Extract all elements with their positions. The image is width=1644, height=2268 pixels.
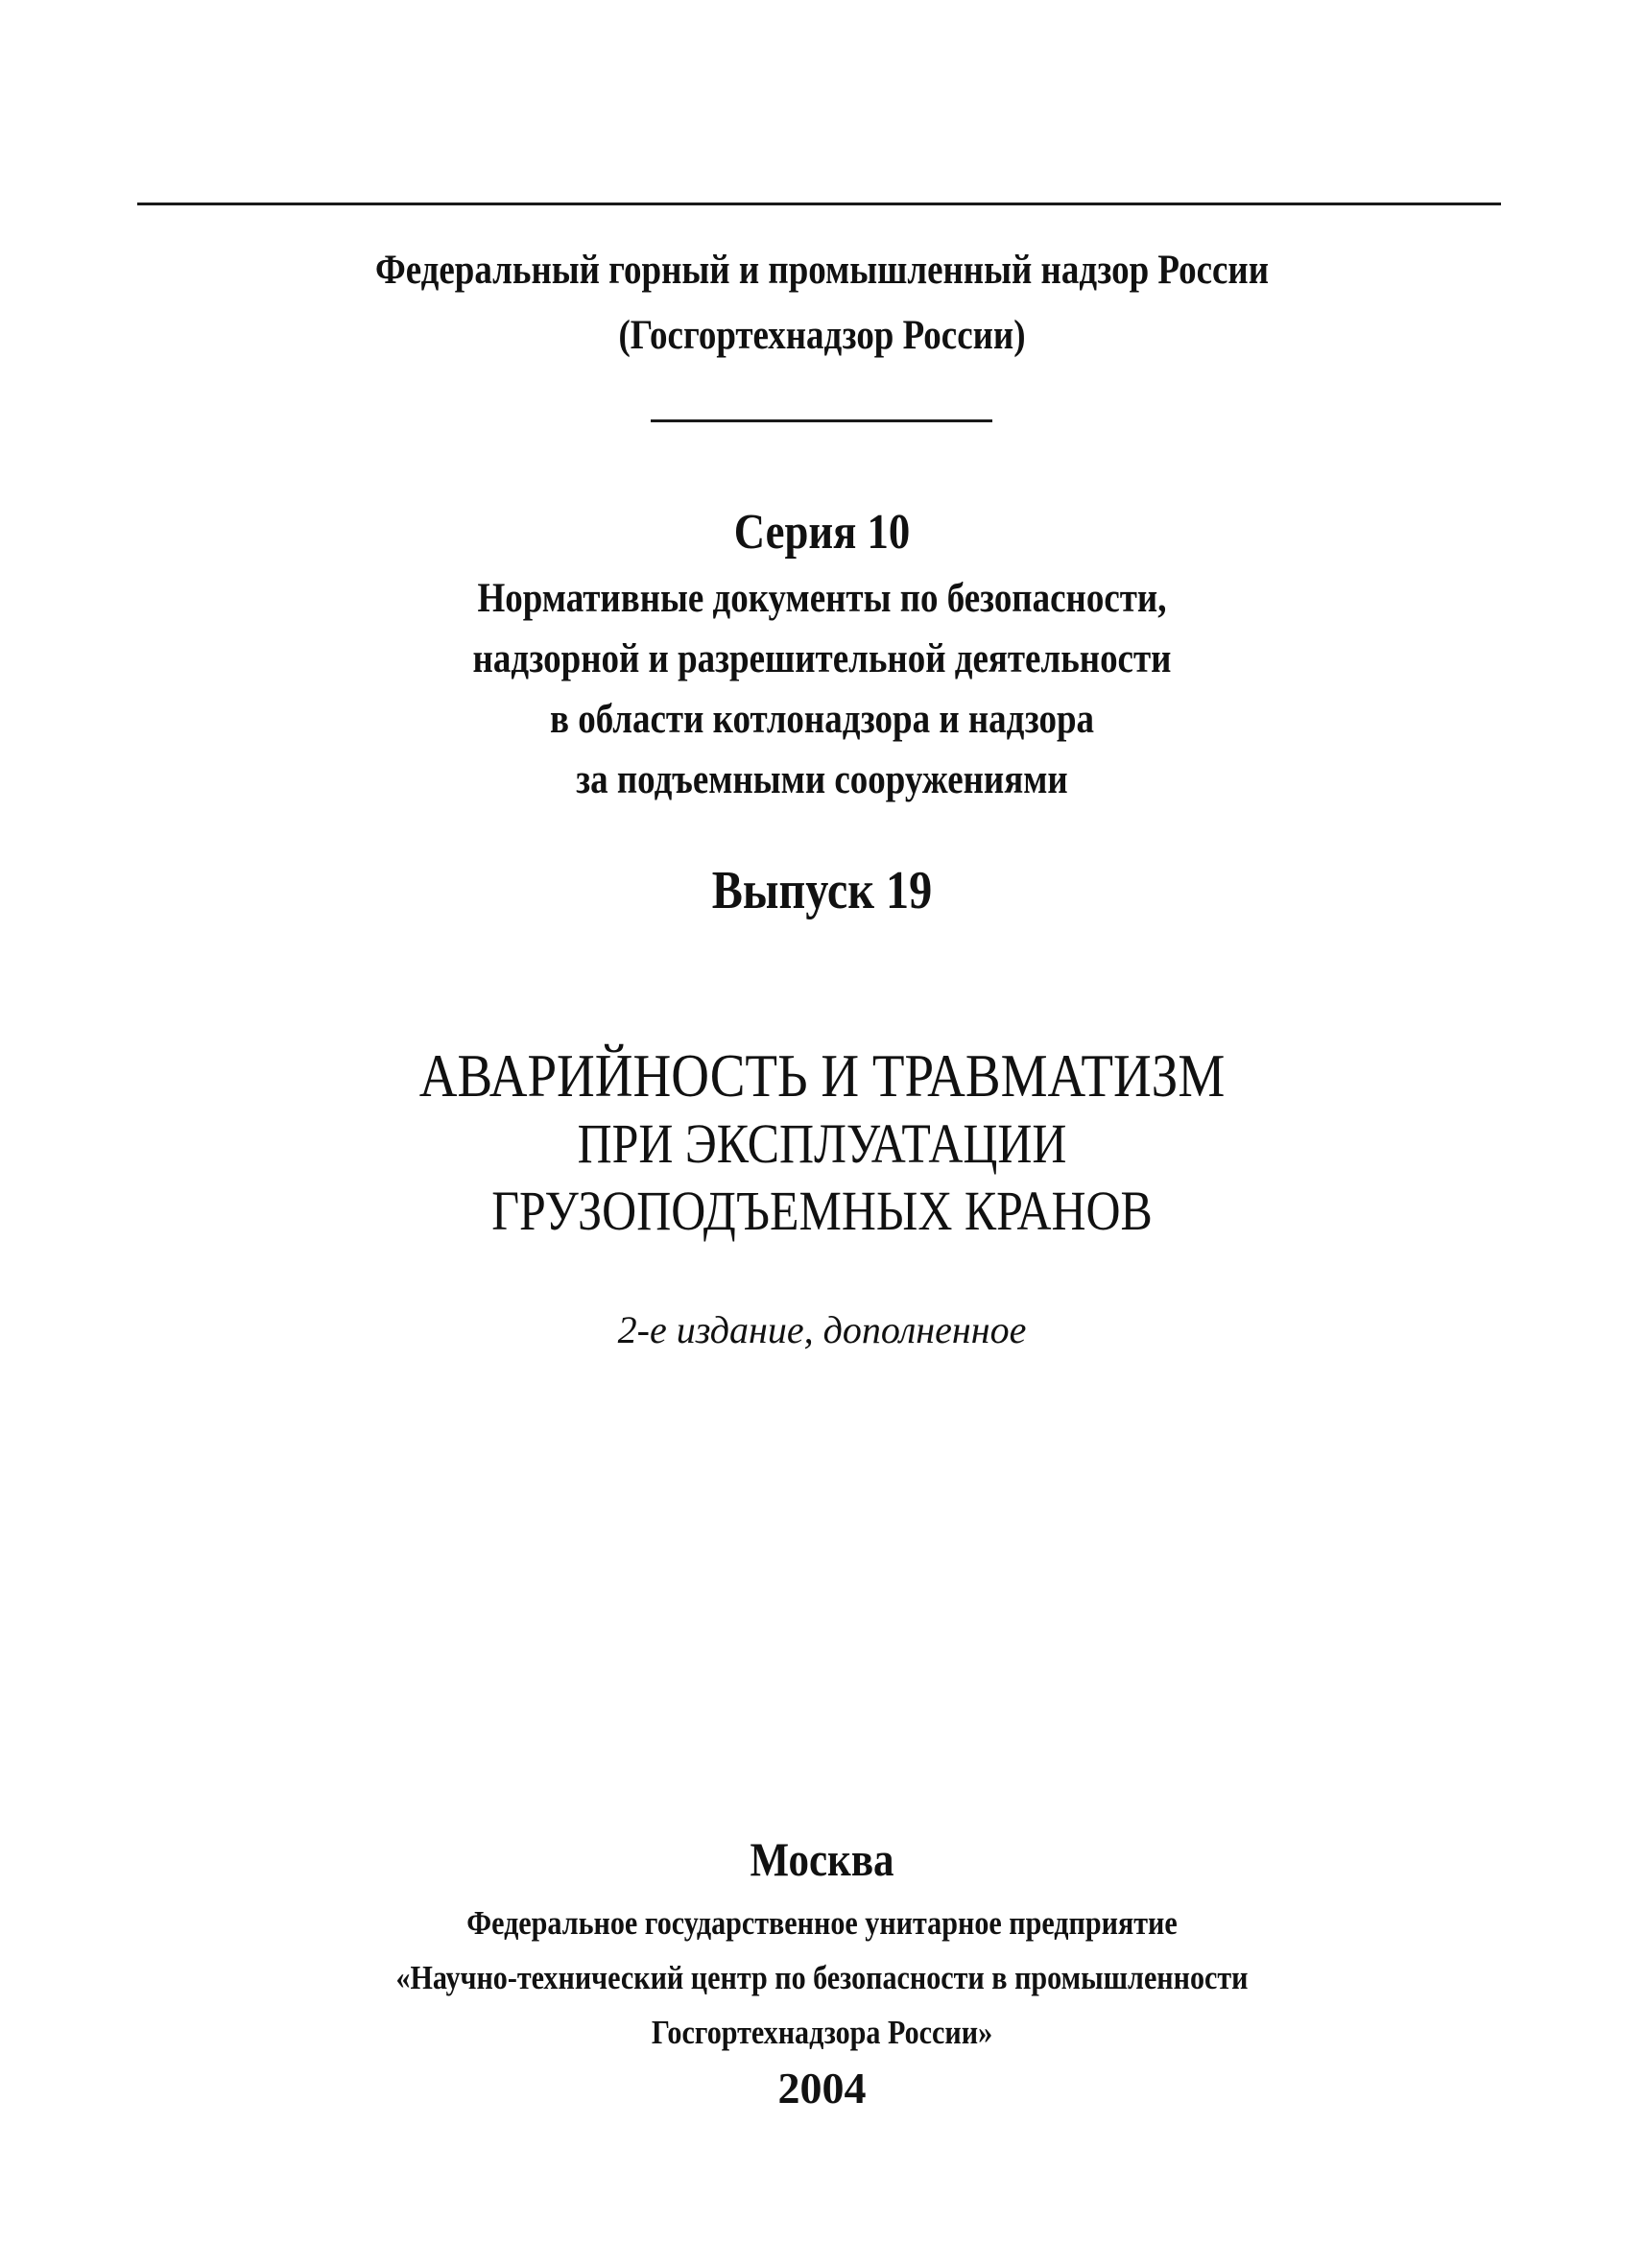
series-number-text: Серия 10 bbox=[733, 505, 911, 560]
top-divider-rule bbox=[137, 203, 1501, 205]
title-line: ГРУЗОПОДЪЕМНЫХ КРАНОВ bbox=[491, 1180, 1153, 1242]
title-line: АВАРИЙНОСТЬ И ТРАВМАТИЗМ bbox=[418, 1041, 1226, 1110]
publisher-line: Федеральное государственное унитарное предприятие bbox=[466, 1904, 1178, 1942]
agency-name bbox=[115, 238, 1529, 369]
imprint-city bbox=[115, 1827, 1529, 1891]
publisher-line: Госгортехнадзора России» bbox=[651, 2014, 993, 2051]
agency-name-line: Федеральный горный и промышленный надзор России bbox=[374, 248, 1270, 293]
series-description-line: в области котлонадзора и надзора bbox=[549, 697, 1095, 742]
series-description-line: надзорной и разрешительной деятельности bbox=[472, 636, 1172, 681]
year-text: 2004 bbox=[777, 2064, 867, 2113]
document-title bbox=[115, 1041, 1529, 1245]
issue-number-text: Выпуск 19 bbox=[711, 861, 933, 920]
series-description-line: Нормативные документы по безопасности, bbox=[477, 576, 1167, 621]
imprint-publisher bbox=[115, 1896, 1529, 2060]
edition-note bbox=[0, 1303, 1644, 1357]
series-description bbox=[115, 568, 1529, 810]
issue-number bbox=[115, 856, 1529, 925]
edition-text: 2-е издание, дополненное bbox=[617, 1308, 1027, 1351]
agency-abbreviation: (Госгортехнадзор России) bbox=[618, 313, 1026, 358]
series-description-line: за подъемными сооружениями bbox=[576, 757, 1068, 802]
series-number bbox=[115, 499, 1529, 566]
title-line: ПРИ ЭКСПЛУАТАЦИИ bbox=[577, 1112, 1067, 1175]
publisher-line: «Научно-технический центр по безопасности в промышленности bbox=[395, 1959, 1249, 1996]
city-text: Москва bbox=[750, 1832, 894, 1886]
imprint-year bbox=[0, 2060, 1644, 2117]
short-divider-rule bbox=[651, 419, 992, 422]
